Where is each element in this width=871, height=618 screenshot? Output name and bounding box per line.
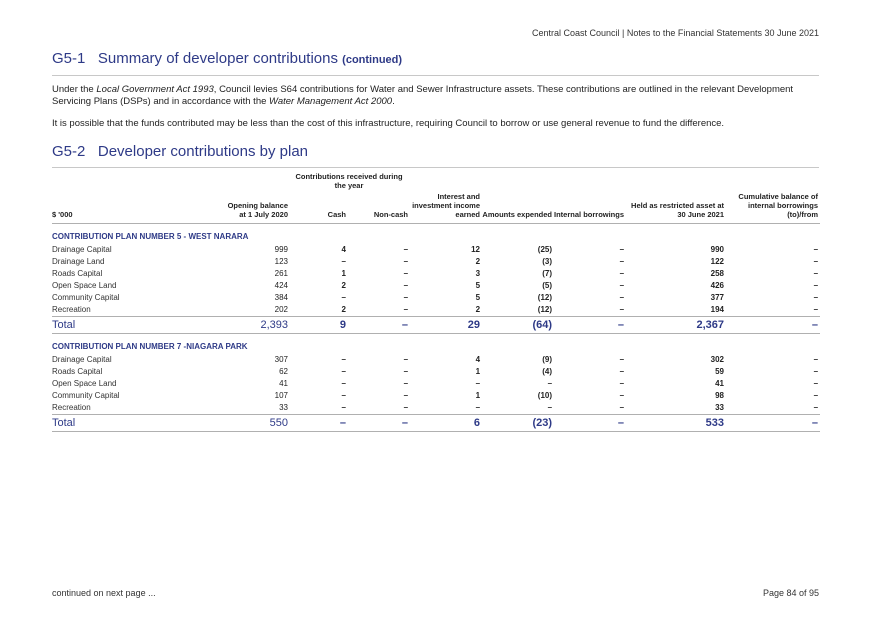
table-cell: 107 (274, 391, 288, 400)
table-cell: – (726, 304, 820, 317)
total-row (52, 415, 820, 432)
total-cell: 550 (222, 415, 290, 432)
table-cell: – (403, 367, 409, 376)
table-cell: – (403, 379, 409, 388)
row-label: Open Space Land (52, 281, 117, 290)
section-title: Developer contributions by plan (97, 143, 308, 160)
table-cell: 426 (710, 281, 725, 290)
table-cell: 5 (475, 293, 481, 302)
table-cell: 424 (274, 281, 288, 290)
table-cell: 59 (715, 367, 725, 376)
total-cell: 2,393 (222, 317, 290, 334)
table-cell: – (403, 355, 409, 364)
table-cell: 1 (475, 367, 481, 376)
table-cell: (3) (542, 257, 553, 266)
table-row (52, 354, 820, 366)
table-row (52, 256, 820, 268)
table-cell: – (813, 379, 819, 388)
section-number: G5-1 (52, 50, 86, 67)
row-label: Recreation (52, 304, 222, 317)
contributions-group-header: Contributions received during the year (295, 172, 403, 190)
table-cell: – (813, 355, 819, 364)
table-cell: (7) (542, 269, 553, 278)
section-heading-g5-1 (52, 50, 402, 67)
total-cell: – (726, 415, 820, 432)
table-cell: 999 (274, 245, 288, 254)
table-cell: – (619, 355, 625, 364)
table-cell: 2 (290, 304, 348, 317)
cumulative-balance-header: Cumulative balance of internal borrowings (to)/from (726, 192, 820, 224)
non-cash-header: Non-cash (348, 192, 410, 224)
table-cell: – (290, 402, 348, 415)
table-cell: 261 (274, 269, 288, 278)
total-cell: 533 (626, 415, 726, 432)
table-cell: – (813, 281, 819, 290)
internal-borrowings-header: Internal borrowings (554, 192, 626, 224)
total-cell: – (554, 317, 626, 334)
table-row (52, 292, 820, 304)
total-cell: – (348, 415, 410, 432)
heading-divider (52, 75, 819, 76)
table-cell: – (619, 367, 625, 376)
table-cell: – (403, 269, 409, 278)
page-number: Page 84 of 95 (762, 588, 819, 598)
table-cell: – (403, 245, 409, 254)
table-cell: – (813, 245, 819, 254)
table-cell: 302 (710, 355, 725, 364)
section-number: G5-2 (52, 143, 86, 160)
opening-balance-header: Opening balance at 1 July 2020 (222, 192, 290, 224)
table-cell: – (726, 402, 820, 415)
table-row (52, 304, 820, 317)
table-cell: 1 (475, 391, 481, 400)
page-header: Central Coast Council | Notes to the Financial Statements 30 June 2021 (532, 28, 819, 38)
table-cell: – (341, 355, 346, 364)
total-cell: (64) (482, 317, 554, 334)
row-label: Recreation (52, 402, 222, 415)
row-label: Community Capital (52, 391, 120, 400)
funding-paragraph: It is possible that the funds contributed may be less than the cost of this infrastructure, requiring Council to borrow or use general revenue to fund the difference. (52, 118, 725, 129)
table-cell: – (403, 293, 409, 302)
table-cell: 202 (222, 304, 290, 317)
table-cell: (10) (537, 391, 553, 400)
developer-contributions-table (52, 172, 820, 432)
row-label: Roads Capital (52, 367, 103, 376)
table-row (52, 378, 820, 390)
table-cell: 3 (475, 269, 481, 278)
row-label: Drainage Land (52, 257, 105, 266)
amounts-expended-header: Amounts expended (482, 192, 554, 224)
table-cell: (4) (542, 367, 553, 376)
table-cell: 62 (279, 367, 288, 376)
held-restricted-header: Held as restricted asset at 30 June 2021 (626, 192, 726, 224)
table-cell: 384 (274, 293, 288, 302)
row-label: Community Capital (52, 293, 120, 302)
table-cell: – (813, 391, 819, 400)
total-label: Total (52, 415, 222, 432)
table-cell: 122 (710, 257, 725, 266)
table-cell: 12 (471, 245, 481, 254)
row-label: Roads Capital (52, 269, 103, 278)
cash-header: Cash (290, 192, 348, 224)
table-cell: 377 (710, 293, 725, 302)
table-row (52, 280, 820, 292)
table-cell: – (619, 257, 625, 266)
table-cell: – (341, 367, 346, 376)
table-cell: 33 (222, 402, 290, 415)
table-cell: – (619, 379, 625, 388)
table-row (52, 268, 820, 280)
table-row (52, 402, 820, 415)
total-cell: – (554, 415, 626, 432)
total-cell: (23) (482, 415, 554, 432)
table-cell: – (619, 269, 625, 278)
continued-label: (continued) (342, 54, 403, 66)
table-row (52, 366, 820, 378)
table-cell: 307 (274, 355, 288, 364)
table-row (52, 390, 820, 402)
table-cell: 41 (715, 379, 725, 388)
table-row (52, 244, 820, 256)
table-cell: (5) (542, 281, 553, 290)
total-cell: – (348, 317, 410, 334)
table-cell: – (554, 304, 626, 317)
table-cell: 258 (710, 269, 725, 278)
table-cell: – (341, 379, 346, 388)
table-cell: – (547, 379, 553, 388)
table-cell: 4 (341, 245, 346, 254)
table-cell: – (619, 281, 625, 290)
table-cell: – (813, 269, 819, 278)
table-cell: – (348, 304, 410, 317)
table-cell: 2 (410, 304, 482, 317)
row-label: Open Space Land (52, 379, 117, 388)
table-cell: – (341, 293, 346, 302)
plan-heading: CONTRIBUTION PLAN NUMBER 7 -NIAGARA PARK (52, 342, 248, 351)
table-cell: – (482, 402, 554, 415)
total-label: Total (52, 317, 222, 334)
table-cell: – (619, 293, 625, 302)
total-cell: 9 (290, 317, 348, 334)
row-label: Drainage Capital (52, 355, 112, 364)
total-cell: 2,367 (626, 317, 726, 334)
section-heading-g5-2 (52, 143, 308, 160)
table-cell: – (554, 402, 626, 415)
table-cell: – (410, 402, 482, 415)
interest-header: Interest and investment income earned (410, 192, 482, 224)
table-cell: – (341, 257, 346, 266)
total-cell: – (726, 317, 820, 334)
table-cell: 194 (626, 304, 726, 317)
table-cell: – (403, 391, 409, 400)
table-cell: (12) (482, 304, 554, 317)
table-cell: – (813, 367, 819, 376)
table-cell: (9) (542, 355, 553, 364)
table-cell: 33 (626, 402, 726, 415)
intro-paragraph: Under the Local Government Act 1993, Council levies S64 contributions for Water and Sewer Infrastructure assets. These contributions are outlined in the relevant Development Servicing Plans (DSPs) and in accordance with the Water Management Act 2000. (52, 84, 794, 107)
table-cell: – (813, 293, 819, 302)
section-title: Summary of developer contributions (97, 50, 338, 67)
table-cell: – (403, 281, 409, 290)
heading-divider (52, 167, 819, 168)
table-cell: – (475, 379, 481, 388)
table-cell: 1 (341, 269, 346, 278)
row-label: Drainage Capital (52, 245, 112, 254)
table-cell: 98 (715, 391, 725, 400)
table-cell: 123 (274, 257, 288, 266)
table-cell: – (348, 402, 410, 415)
table-cell: 4 (475, 355, 481, 364)
continued-footer: continued on next page ... (52, 588, 156, 598)
table-cell: (25) (537, 245, 553, 254)
unit-header: $ '000 (52, 192, 222, 224)
table-cell: 5 (475, 281, 481, 290)
plan-heading: CONTRIBUTION PLAN NUMBER 5 - WEST NARARA (52, 232, 249, 241)
table-cell: 41 (279, 379, 288, 388)
table-cell: 2 (341, 281, 346, 290)
total-cell: 6 (410, 415, 482, 432)
total-cell: – (290, 415, 348, 432)
table-cell: (12) (537, 293, 553, 302)
total-row (52, 317, 820, 334)
table-cell: 2 (475, 257, 481, 266)
total-cell: 29 (410, 317, 482, 334)
table-cell: – (403, 257, 409, 266)
table-cell: – (341, 391, 346, 400)
table-cell: – (619, 245, 625, 254)
table-cell: – (813, 257, 819, 266)
table-cell: – (619, 391, 625, 400)
table-cell: 990 (710, 245, 725, 254)
